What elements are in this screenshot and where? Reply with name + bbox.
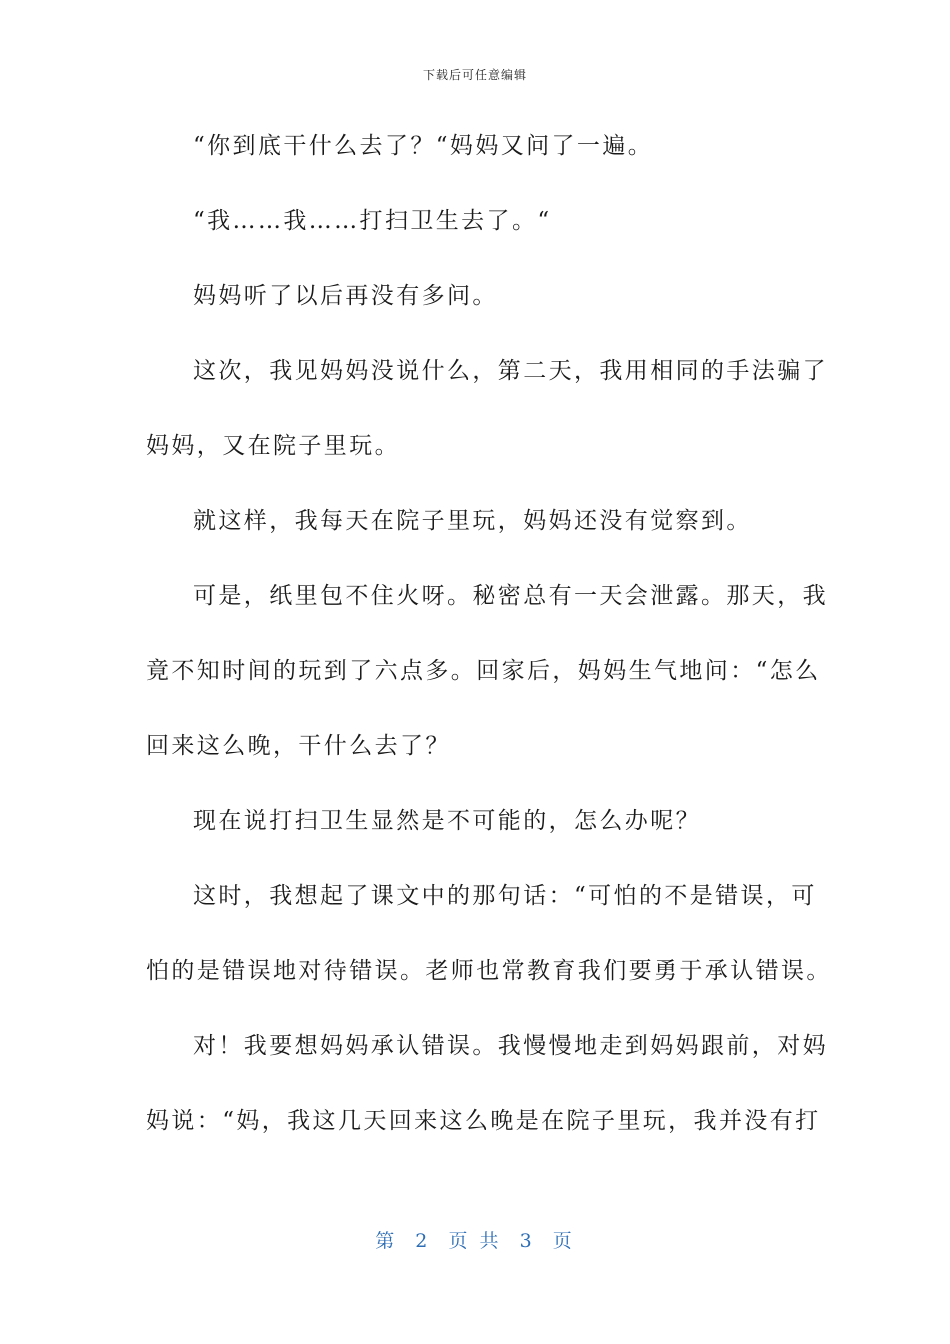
- paragraph-line: 妈妈，又在院子里玩。: [146, 433, 400, 459]
- paragraph-line: 妈妈听了以后再没有多问。: [193, 283, 498, 309]
- document-body: [146, 124, 832, 1174]
- paragraph-line: 现在说打扫卫生显然是不可能的，怎么办呢？: [193, 808, 701, 834]
- paragraph-line: “你到底干什么去了？“妈妈又问了一遍。: [193, 133, 654, 159]
- paragraph-line: 竟不知时间的玩到了六点多。回家后，妈妈生气地问：“怎么: [146, 658, 821, 684]
- paragraph-line: 就这样，我每天在院子里玩，妈妈还没有觉察到。: [193, 508, 752, 534]
- paragraph-line: 这时，我想起了课文中的那句话：“可怕的不是错误，可: [193, 883, 817, 909]
- paragraph-line: 怕的是错误地对待错误。老师也常教育我们要勇于承认错误。: [146, 958, 832, 984]
- page-number: 第 2 页 共 3 页: [375, 1230, 575, 1252]
- paragraph-line: 回来这么晚，干什么去了？: [146, 733, 451, 759]
- page-header-note: 下载后可任意编辑: [422, 68, 527, 82]
- paragraph-line: 妈说：“妈，我这几天回来这么晚是在院子里玩，我并没有打: [146, 1108, 821, 1134]
- paragraph-line: “我……我……打扫卫生去了。“: [193, 208, 552, 234]
- paragraph-line: 可是，纸里包不住火呀。秘密总有一天会泄露。那天，我: [193, 583, 828, 609]
- paragraph-line: 这次，我见妈妈没说什么，第二天，我用相同的手法骗了: [193, 358, 828, 384]
- paragraph-line: 对！我要想妈妈承认错误。我慢慢地走到妈妈跟前，对妈: [193, 1033, 828, 1059]
